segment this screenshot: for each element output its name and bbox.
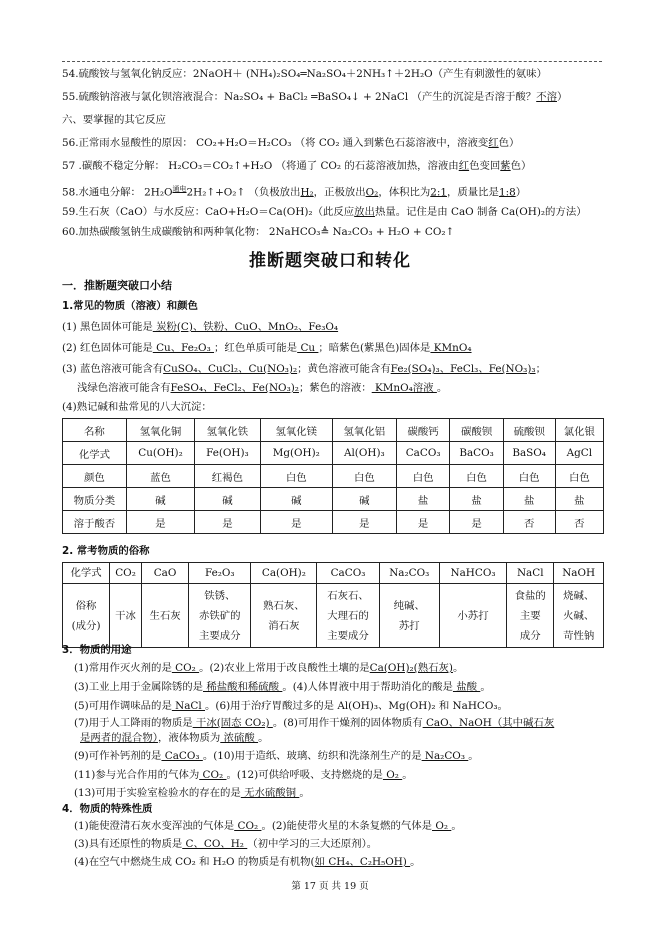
subheading-properties: 4．物质的特殊性质 [62,803,153,815]
eq-58: 58.水通电分解： $2H_2O^{通电}2H_2↑+O_2↑$ （负极放出H₂，正极放出O₂，体积比为2:1，质量比是1:8） [62,185,527,199]
eq-57: 57 .碳酸不稳定分解： H₂CO₃＝CO₂↑+H₂O （将通了 CO₂ 的石蕊溶液加热，溶液由红色变回紫色） [62,160,532,172]
use-item: (5)可用作调味品的是 NaCl 。(6)用于治疗胃酸过多的是 Al(OH)₃、Mg(OH)₂ 和 NaHCO₃。 [74,700,508,712]
table-row: 物质分类 碱 碱 碱 碱 盐 盐 盐 盐 [63,488,604,511]
subheading-colors: 1.常见的物质（溶液）和颜色 [62,300,198,312]
color-item-2: (2) 红色固体可能是 Cu、Fe₂O₃ ；红色单质可能是 Cu ；暗紫色(紫黑色)固体是 KMnO₄ [62,342,472,354]
eq-59: 59.生石灰（CaO）与水反应：CaO+H₂O＝Ca(OH)₂（此反应放出热量。记住是由 CaO 制备 Ca(OH)₂的方法） [62,206,587,218]
common-names-table [62,562,604,648]
section-heading-1: 一．推断题突破口小结 [62,279,172,292]
header-divider [62,61,602,62]
color-item-3: (3) 蓝色溶液可能含有CuSO₄、CuCl₂、Cu(NO₃)₂；黄色溶液可能含有Fe₂(SO₄)₃、FeCl₃、Fe(NO₃)₃； [62,363,546,375]
precipitate-intro: (4)熟记碱和盐常见的八大沉淀： [62,401,212,413]
property-item: (3)具有还原性的物质是 C、CO、H₂ （初中学习的三大还原剂）。 [74,838,378,850]
subheading-uses: 3．物质的用途 [62,644,132,656]
use-item: (7)用于人工降雨的物质是 干冰(固态 CO₂) 。(8)可用作干燥剂的固体物质有 CaO、NaOH（其中碱石灰 [74,717,555,729]
eq-56: 56.正常雨水显酸性的原因： CO₂+H₂O＝H₂CO₃ （将 CO₂ 通入到紫色石蕊溶液中，溶液变红色） [62,137,520,149]
use-item: (11)参与光合作用的气体为 CO₂ 。(12)可供给呼吸、支持燃烧的是 O₂ 。 [74,769,413,781]
page-title: 推断题突破口和转化 [249,251,411,271]
property-item: (1)能使澄清石灰水变浑浊的气体是 CO₂ 。(2)能使带火星的木条复燃的气体是 O₂ 。 [74,820,462,832]
color-item-1: (1) 黑色固体可能是 炭粉(C)、铁粉、CuO、MnO₂、Fe₃O₄ [62,321,339,333]
eq-55: 55.硫酸钠溶液与氯化钡溶液混合：Na₂SO₄ + BaCl₂ ═BaSO₄↓ + 2NaCl （产生的沉淀是否溶于酸？不溶） [62,91,568,103]
table-row: 化学式 CO₂ CaO Fe₂O₃ Ca(OH)₂ CaCO₃ Na₂CO₃ NaHCO₃ NaCl NaOH [63,563,604,584]
table-row: 俗称 (成分) 干冰 生石灰 铁锈、 赤铁矿的 主要成分 熟石灰、 消石灰 石灰石、 大理石的 主要成分 纯碱、 苏打 小苏打 食盐的 主要 成分 烧碱、 火碱、 苛性钠 [63,584,604,648]
table-row: 名称 氢氧化铜 氢氧化铁 氢氧化镁 氢氧化铝 碳酸钙 碳酸钡 硫酸钡 氯化银 [63,419,604,442]
eq-54: 54.硫酸铵与氢氧化钠反应：2NaOH＋ (NH₄)₂SO₄═Na₂SO₄＋2NH₃↑＋2H₂O（产生有刺激性的氨味） [62,68,547,80]
use-item-cont: 是两者的混合物），液体物质为 浓硫酸 。 [80,732,269,744]
table-row: 溶于酸否 是 是 是 是 是 是 否 否 [63,511,604,534]
eq-60: 60.加热碳酸氢钠生成碳酸钠和两种氧化物： 2NaHCO₃≜ Na₂CO₃ + H₂O + CO₂↑ [62,226,455,238]
precipitate-table [62,418,604,534]
use-item: (9)可作补钙剂的是 CaCO₃ 。(10)用于造纸、玻璃、纺织和洗涤剂生产的是 Na₂CO₃ 。 [74,750,479,762]
use-item: (3)工业上用于金属除锈的是 稀盐酸和稀硫酸 。(4)人体胃液中用于帮助消化的酸是 盐酸 。 [74,681,491,693]
table-row: 颜色 蓝色 红褐色 白色 白色 白色 白色 白色 白色 [63,465,604,488]
use-item: (13)可用于实验室检验水的存在的是 无水硫酸铜 。 [74,787,310,799]
page-number: 第 17 页 共 19 页 [291,881,369,892]
section-other-reactions: 六、要掌握的其它反应 [62,114,166,126]
color-item-3-cont: 浅绿色溶液可能含有FeSO₄、FeCl₂、Fe(NO₃)₂；紫色的溶液： KMnO₄溶液 。 [77,382,448,394]
property-item: (4)在空气中燃烧生成 CO₂ 和 H₂O 的物质是有机物(如 CH₄、C₂H₅OH) 。 [74,856,421,868]
subheading-common-names: 2. 常考物质的俗称 [62,545,150,557]
use-item: (1)常用作灭火剂的是 CO₂ 。(2)农业上常用于改良酸性土壤的是Ca(OH)₂(熟石灰)。 [74,662,464,674]
table-row: 化学式 Cu(OH)₂ Fe(OH)₃ Mg(OH)₂ Al(OH)₃ CaCO₃ BaCO₃ BaSO₄ AgCl [63,442,604,465]
